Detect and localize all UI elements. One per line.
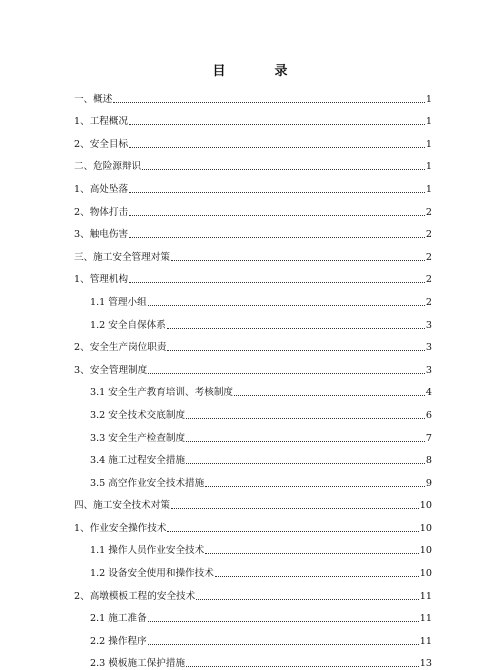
toc-entry[interactable] (74, 625, 432, 648)
toc-entry-label: 二、危险源辩识 (74, 161, 142, 173)
toc-entry[interactable] (74, 377, 432, 400)
toc-entry[interactable] (74, 196, 432, 219)
toc-leader-dots (142, 168, 425, 170)
toc-leader-dots (196, 598, 419, 600)
toc-entry-label: 3.3 安全生产检查制度 (90, 432, 186, 444)
toc-leader-dots (186, 665, 419, 667)
toc-entry-page-number: 8 (425, 455, 432, 467)
toc-leader-dots (171, 507, 419, 509)
table-of-contents (74, 83, 432, 670)
toc-entry-page-number: 10 (419, 568, 432, 580)
toc-entry-page-number: 6 (425, 409, 432, 421)
toc-entry-page-number: 1 (425, 183, 432, 195)
toc-entry-page-number: 11 (419, 590, 432, 602)
toc-leader-dots (205, 485, 425, 487)
toc-entry[interactable] (74, 264, 432, 287)
toc-entry-label: 2、安全生产岗位职责 (74, 342, 167, 354)
toc-entry[interactable] (74, 128, 432, 151)
toc-entry-label: 1.2 安全自保体系 (90, 319, 166, 331)
toc-entry-page-number: 2 (425, 229, 432, 241)
toc-entry-label: 1.2 设备安全使用和操作技术 (90, 568, 214, 580)
toc-entry[interactable] (74, 332, 432, 355)
toc-entry-label: 2.1 施工准备 (90, 613, 147, 625)
toc-entry[interactable] (74, 83, 432, 106)
toc-entry[interactable] (74, 467, 432, 490)
toc-entry-page-number: 7 (425, 432, 432, 444)
toc-entry[interactable] (74, 422, 432, 445)
toc-entry-label: 3、安全管理制度 (74, 364, 148, 376)
toc-entry-page-number: 2 (425, 206, 432, 218)
toc-entry-label: 一、概述 (74, 93, 113, 105)
toc-entry-label: 1、高处坠落 (74, 183, 129, 195)
toc-entry-page-number: 1 (425, 161, 432, 173)
toc-entry-label: 3.5 高空作业安全技术措施 (90, 477, 205, 489)
toc-leader-dots (129, 236, 425, 238)
toc-entry[interactable] (74, 309, 432, 332)
toc-leader-dots (186, 440, 425, 442)
toc-leader-dots (148, 643, 419, 645)
toc-entry-label: 3、触电伤害 (74, 229, 129, 241)
toc-leader-dots (167, 530, 418, 532)
toc-entry-label: 3.4 施工过程安全措施 (90, 455, 186, 467)
toc-leader-dots (186, 417, 425, 419)
toc-entry[interactable] (74, 557, 432, 580)
toc-leader-dots (171, 259, 425, 261)
toc-entry-label: 2.3 模板施工保护措施 (90, 658, 186, 670)
toc-entry[interactable] (74, 445, 432, 468)
toc-entry-label: 三、施工安全管理对策 (74, 251, 170, 263)
toc-entry[interactable] (74, 241, 432, 264)
toc-entry-label: 1、作业安全操作技术 (74, 522, 167, 534)
toc-entry[interactable] (74, 603, 432, 626)
toc-entry-page-number: 2 (425, 274, 432, 286)
toc-entry[interactable] (74, 354, 432, 377)
toc-entry[interactable] (74, 106, 432, 129)
toc-entry-page-number: 9 (425, 477, 432, 489)
toc-entry-page-number: 3 (425, 342, 432, 354)
toc-entry-label: 3.2 安全技术交底制度 (90, 409, 186, 421)
toc-entry-page-number: 10 (419, 500, 432, 512)
toc-entry-label: 3.1 安全生产教育培训、考核制度 (90, 387, 234, 399)
toc-entry[interactable] (74, 286, 432, 309)
toc-leader-dots (148, 304, 425, 306)
toc-leader-dots (113, 101, 425, 103)
toc-leader-dots (129, 191, 425, 193)
toc-leader-dots (234, 394, 425, 396)
toc-entry-page-number: 2 (425, 296, 432, 308)
toc-entry-page-number: 10 (419, 545, 432, 557)
toc-entry[interactable] (74, 648, 432, 670)
toc-entry[interactable] (74, 173, 432, 196)
toc-entry[interactable] (74, 399, 432, 422)
toc-leader-dots (129, 146, 425, 148)
toc-entry-label: 1.1 操作人员作业安全技术 (90, 545, 205, 557)
toc-title: 目 录 (212, 64, 306, 79)
toc-leader-dots (129, 281, 425, 283)
toc-entry-label: 2.2 操作程序 (90, 635, 147, 647)
toc-leader-dots (129, 214, 425, 216)
toc-entry-page-number: 11 (419, 613, 432, 625)
toc-entry-label: 2、高墩模板工程的安全技术 (74, 590, 196, 602)
toc-entry-page-number: 1 (425, 93, 432, 105)
toc-leader-dots (148, 620, 419, 622)
toc-entry-page-number: 1 (425, 138, 432, 150)
toc-entry[interactable] (74, 219, 432, 242)
toc-entry-page-number: 1 (425, 116, 432, 128)
toc-entry-label: 2、安全目标 (74, 138, 129, 150)
toc-entry-page-number: 3 (425, 364, 432, 376)
toc-leader-dots (186, 462, 425, 464)
toc-leader-dots (215, 575, 419, 577)
toc-entry-page-number: 2 (425, 251, 432, 263)
toc-entry-label: 1、管理机构 (74, 274, 129, 286)
toc-entry-label: 1.1 管理小组 (90, 296, 147, 308)
toc-entry-page-number: 11 (419, 635, 432, 647)
toc-entry-page-number: 13 (419, 658, 432, 670)
toc-leader-dots (167, 349, 424, 351)
toc-leader-dots (148, 372, 425, 374)
toc-entry-label: 1、工程概况 (74, 116, 129, 128)
toc-entry[interactable] (74, 490, 432, 513)
toc-entry[interactable] (74, 580, 432, 603)
toc-leader-dots (205, 552, 419, 554)
toc-entry-page-number: 10 (419, 522, 432, 534)
toc-entry-page-number: 4 (425, 387, 432, 399)
toc-entry-label: 四、施工安全技术对策 (74, 500, 170, 512)
toc-entry-page-number: 3 (425, 319, 432, 331)
toc-entry[interactable] (74, 535, 432, 558)
toc-entry-label: 2、物体打击 (74, 206, 129, 218)
toc-leader-dots (167, 327, 425, 329)
toc-leader-dots (129, 123, 425, 125)
toc-entry[interactable] (74, 151, 432, 174)
toc-entry[interactable] (74, 512, 432, 535)
